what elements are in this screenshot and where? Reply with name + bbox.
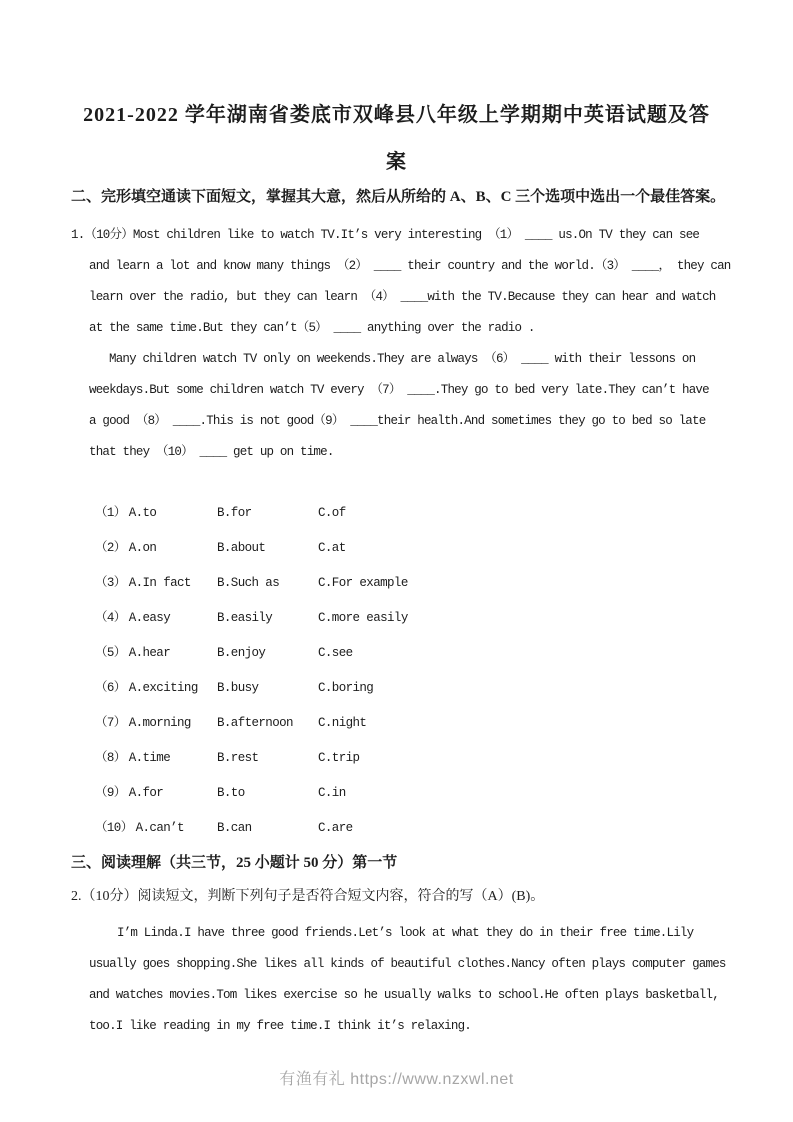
option-row	[95, 566, 722, 601]
option-number: （6）	[95, 681, 126, 695]
option-cell-first	[95, 531, 217, 566]
option-number: （2）	[95, 541, 126, 555]
option-b-label: B.to	[217, 786, 245, 800]
option-cell-first	[95, 811, 217, 846]
option-c-label: C.For example	[318, 576, 408, 590]
option-a-label: A.on	[128, 541, 157, 555]
passage-line: Many children watch TV only on weekends.They are always （6） ____ with their lessons on	[109, 352, 696, 366]
option-c-label: C.night	[318, 716, 367, 730]
option-number: （8）	[95, 751, 126, 765]
option-b-label: B.can	[217, 821, 252, 835]
option-row	[95, 741, 722, 776]
option-b-label: B.easily	[217, 611, 273, 625]
cloze-options-list	[95, 496, 722, 846]
option-row	[95, 671, 722, 706]
option-cell-first	[95, 706, 217, 741]
passage-line: a good （8） ____.This is not good（9） ____their health.And sometimes they go to bed so late	[89, 414, 706, 428]
option-cell-first	[95, 636, 217, 671]
option-a-label: A.In fact	[128, 576, 191, 590]
option-c-label: C.of	[318, 506, 346, 520]
option-b-label: B.rest	[217, 751, 259, 765]
document-title-line-2: 案	[386, 151, 407, 173]
option-c-label: C.at	[318, 541, 346, 555]
cloze-question	[71, 220, 731, 846]
option-c-label: C.are	[318, 821, 353, 835]
option-row	[95, 636, 722, 671]
passage-line: and watches movies.Tom likes exercise so he usually walks to school.He often plays basketball,	[89, 988, 719, 1002]
option-a-label: A.exciting	[128, 681, 198, 695]
option-cell-first	[95, 671, 217, 706]
option-b-label: B.afternoon	[217, 716, 293, 730]
option-c-label: C.in	[318, 786, 346, 800]
passage-line: learn over the radio, but they can learn （4） ____with the TV.Because they can hear and watch	[89, 290, 716, 304]
passage-line: that they （10） ____ get up on time.	[89, 445, 334, 459]
section-reading-heading: 三、阅读理解（共三节，25 小题计 50 分）第一节	[71, 855, 398, 871]
option-row	[95, 706, 722, 741]
passage-line: weekdays.But some children watch TV every （7） ____.They go to bed very late.They can’t have	[89, 383, 709, 397]
passage-line: at the same time.But they can’t（5） ____ anything over the radio .	[89, 321, 535, 335]
cloze-paragraph-2	[71, 344, 722, 468]
passage-line: usually goes shopping.She likes all kinds of beautiful clothes.Nancy often plays computer games	[89, 957, 726, 971]
option-a-label: A.easy	[128, 611, 171, 625]
option-b-label: B.enjoy	[217, 646, 266, 660]
option-row	[95, 496, 722, 531]
option-number: （7）	[95, 716, 126, 730]
option-b-label: B.about	[217, 541, 266, 555]
reading-question-intro: 2.（10分）阅读短文，判断下列句子是否符合短文内容，符合的写（A）(B)。	[71, 889, 545, 904]
option-row	[95, 776, 722, 811]
option-b-label: B.for	[217, 506, 252, 520]
option-cell-first	[95, 496, 217, 531]
passage-line: 1.（10分）Most children like to watch TV.It’s very interesting （1） ____ us.On TV they can see	[71, 228, 700, 242]
option-number: （1）	[95, 506, 126, 520]
cloze-paragraph-1	[71, 220, 731, 344]
option-a-label: A.can’t	[135, 821, 184, 835]
option-row	[95, 811, 722, 846]
option-b-label: B.busy	[217, 681, 259, 695]
option-number: （3）	[95, 576, 126, 590]
option-row	[95, 601, 722, 636]
option-c-label: C.trip	[318, 751, 360, 765]
option-cell-first	[95, 566, 217, 601]
option-number: （4）	[95, 611, 126, 625]
passage-line: too.I like reading in my free time.I think it’s relaxing.	[89, 1019, 471, 1033]
footer-watermark: 有渔有礼 https://www.nzxwl.net	[279, 1071, 514, 1088]
reading-passage	[71, 918, 726, 1042]
option-a-label: A.hear	[128, 646, 171, 660]
option-cell-first	[95, 776, 217, 811]
option-a-label: A.for	[128, 786, 164, 800]
option-number: （10）	[95, 821, 133, 835]
option-cell-first	[95, 601, 217, 636]
passage-line: I’m Linda.I have three good friends.Let’s look at what they do in their free time.Lily	[117, 926, 694, 940]
option-c-label: C.more easily	[318, 611, 408, 625]
option-a-label: A.time	[128, 751, 171, 765]
option-c-label: C.boring	[318, 681, 374, 695]
option-c-label: C.see	[318, 646, 353, 660]
section-cloze-heading: 二、完形填空通读下面短文，掌握其大意，然后从所给的 A、B、C 三个选项中选出一个最佳答案。	[71, 189, 726, 205]
option-number: （9）	[95, 786, 126, 800]
option-b-label: B.Such as	[217, 576, 280, 590]
option-row	[95, 531, 722, 566]
option-a-label: A.morning	[128, 716, 191, 730]
option-number: （5）	[95, 646, 126, 660]
option-cell-first	[95, 741, 217, 776]
option-a-label: A.to	[128, 506, 157, 520]
passage-line: and learn a lot and know many things （2） ____ their country and the world.（3） ____， they can	[89, 259, 731, 273]
document-title-line-1: 2021-2022 学年湖南省娄底市双峰县八年级上学期期中英语试题及答	[83, 104, 710, 126]
